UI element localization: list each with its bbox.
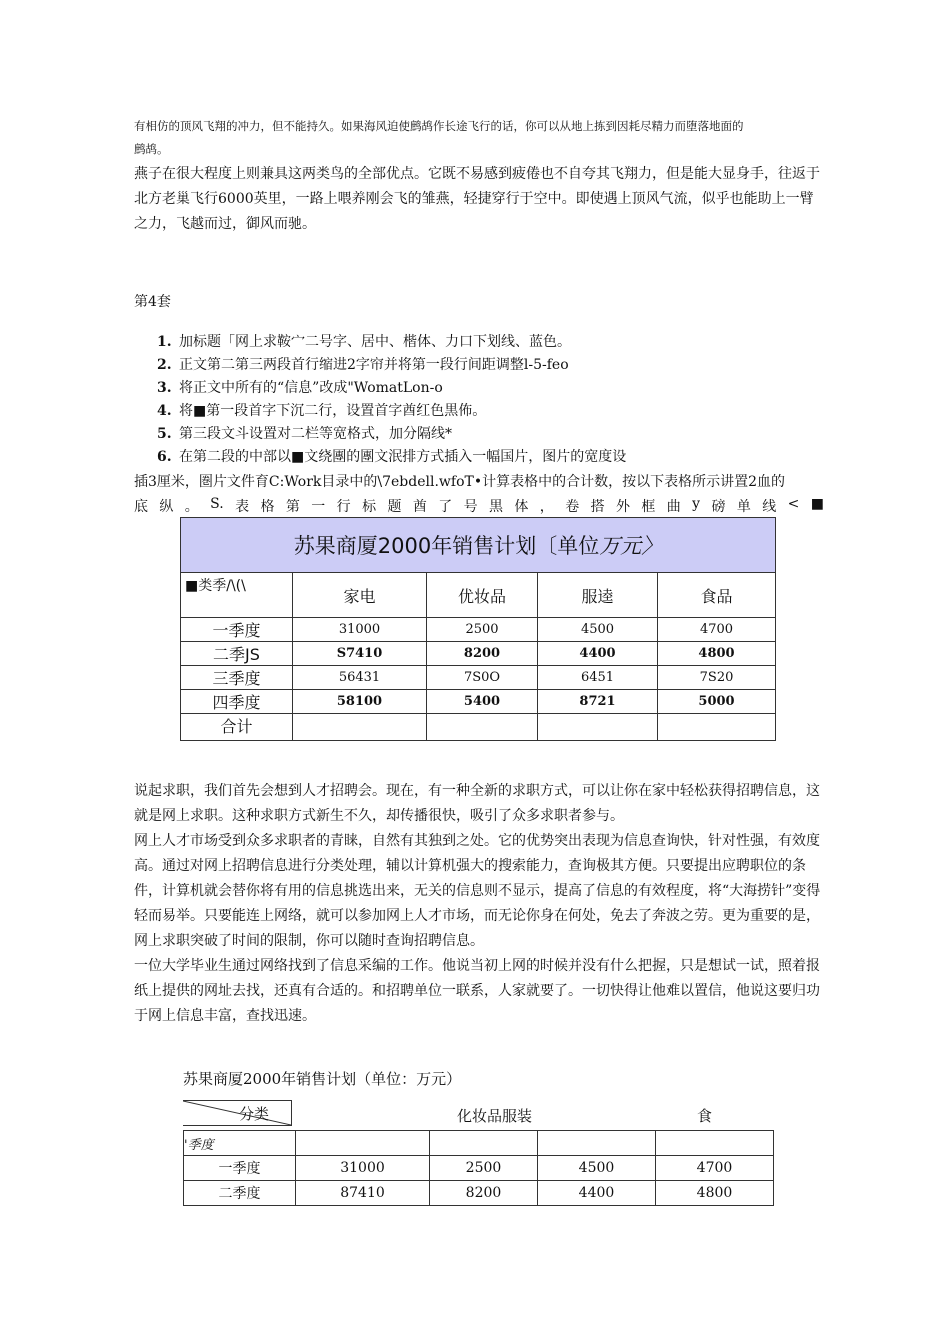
table-cell: 31000 [296,1156,430,1181]
table-row [181,714,776,741]
task-number: 2. [157,357,172,373]
table-row [181,618,776,642]
corner-label-bottom: '季度 [184,1131,296,1156]
task-text: 在第二段的中部以■文绕團的團文泯排方式插入一幅国片，图片的宽度设 [179,449,627,465]
intro-line-1: 有相仿的顶风飞翔的冲力，但不能持久。如果海风迫使鹧鸪作长途飞行的话，你可以从地上拣到因耗尽精力而堕落地面的 [134,119,744,133]
table-row [181,666,776,690]
body-paragraph-3: 一位大学毕业生通过网络找到了信息采编的工作。他说当初上网的时候并没有什么把握，只是想试一试，照着报纸上提供的网址去找，还真有合适的。和招聘单位一联系，人家就要了。一切快得让他难以置信，他说这要归功于网上信息丰富，查找迅速。 [134,958,820,1024]
table-cell: 4700 [658,618,776,642]
table-cell: 5000 [658,690,776,714]
instruction-char: ■ [810,496,824,512]
instruction-char: 纵 [159,499,174,515]
column-header: 优妆品 [427,573,538,618]
table-cell: 56431 [293,666,427,690]
table-cell: 6451 [538,666,658,690]
table-cell: 31000 [293,618,427,642]
instruction-char: 黒 [489,499,504,515]
table-cell: 4800 [656,1181,774,1206]
task-text: 将■第一段首字下沉二行，设置首字酋红色黒佈。 [179,403,487,419]
table-cell [430,1131,538,1156]
task-list [157,331,626,469]
task-number: 3. [157,380,172,396]
table-cell: 87410 [296,1181,430,1206]
instruction-char: 了 [438,499,453,515]
table-title-main: 苏果商厦2000年销售计划〔单位 [293,534,600,558]
row-label: 二季度 [184,1181,296,1206]
table-cell [538,714,658,741]
task-text: 正文第二第三两段首行缩进2字帘并将第一段行间距调整l-5-feo [179,357,569,373]
instruction-char: 一 [311,499,326,515]
instruction-char: 单 [736,499,751,515]
task-text: 加标题「网上求鞍宀二号字、居中、楷体、力口下划线、蓝色。 [179,334,571,350]
set-title: 第4套 [134,294,171,310]
sales-table-1 [180,517,776,741]
instruction-char: 曲 [666,499,681,515]
instruction-char: < [787,496,800,512]
table-2-clip [0,1128,950,1208]
task-number: 6. [157,449,172,465]
instruction-char: 外 [615,499,630,515]
table-cell: 5400 [427,690,538,714]
list-item [157,354,626,377]
instruction-char: 酋 [412,499,427,515]
table-row [181,642,776,666]
instruction-char: 体 [514,499,529,515]
column-header: 家电 [293,573,427,618]
instruction-char: 标 [362,499,377,515]
instruction-char: 格 [260,499,275,515]
table-cell [293,714,427,741]
list-item [157,377,626,400]
row-label: 一季度 [184,1156,296,1181]
task-number: 5. [157,426,172,442]
table-cell: 58100 [293,690,427,714]
row-label: 一季度 [181,618,293,642]
instruction-char: 号 [463,499,478,515]
list-item [157,400,626,423]
table-cell: 4800 [658,642,776,666]
table-row [181,690,776,714]
diagonal-line [183,1101,291,1125]
table-cell [427,714,538,741]
body-paragraph-2: 网上人才市场受到众多求职者的青睐，自然有其独到之处。它的优势突出表现为信息查询快，针对性强，有效度高。通过对网上招聘信息进行分类处理，辅以计算机强大的搜索能力，查询极其方便。只要提出应聘职位的条件，计算机就会替你将有用的信息挑选出来，无关的信息则不显示，提高了信息的有效程度，将“大海捞针”变得轻而易举。只要能连上网络，就可以参加网上人才市场，而无论你身在何处，免去了奔波之劳。更为重要的是，网上求职突破了时间的限制，你可以随时查询招聘信息。 [134,833,821,949]
table-row [184,1181,774,1206]
table-row [184,1156,774,1181]
instruction-char: 框 [641,499,656,515]
table-cell [656,1131,774,1156]
table-cell [538,1131,656,1156]
table-cell: 4500 [538,1156,656,1181]
header-clipped-text: 化妆品服装 [457,1107,533,1123]
instruction-line-2 [134,496,824,516]
column-header: 食品 [658,573,776,618]
instruction-char: 卷 [565,499,580,515]
intro-line-2: 鹧鸪。 [134,142,169,156]
sales-table-2 [183,1130,774,1206]
table-cell: 2500 [430,1156,538,1181]
instruction-char: 线 [762,499,777,515]
task-number: 1. [157,334,172,350]
row-label: 合计 [181,714,293,741]
table-title [181,518,776,573]
instruction-char: 行 [336,499,351,515]
table-cell: 4500 [538,618,658,642]
table-row [184,1131,774,1156]
instruction-char: S. [210,496,224,512]
instruction-char: 第 [285,499,300,515]
instruction-char: ， [539,499,554,515]
corner-label-top: 分类 [239,1105,270,1123]
table-cell [658,714,776,741]
table-2-title: 苏果商厦2000年销售计划（单位：万元） [183,1070,462,1088]
table-cell: 2500 [427,618,538,642]
list-item [157,423,626,446]
body-paragraph-1: 说起求职，我们首先会想到人才招聘会。现在，有一种全新的求职方式，可以让你在家中轻松获得招聘信息，这就是网上求职。这种求职方式新生不久，却传播很快，吸引了众多求职者参与。 [134,783,820,824]
instruction-char: 。 [184,499,199,515]
table-cell: S7410 [293,642,427,666]
table-cell: 7S0O [427,666,538,690]
instruction-char: 磅 [711,499,726,515]
header-clipped-right: 食 [697,1107,713,1123]
instruction-line-1: 插3厘米，圏片文件育C:Work目录中的\7ebdell.wfoT•计算表格中的合计数，按以下表格所示讲置2血的 [134,474,785,490]
column-header: 服逵 [538,573,658,618]
row-label: 二季JS [181,642,293,666]
table-cell: 4700 [656,1156,774,1181]
list-item [157,446,626,469]
table-corner-cell: ■类季/\(\ [181,573,293,618]
corner-box [183,1100,292,1126]
table-cell: 8200 [427,642,538,666]
task-text: 第三段文斗设置对二栏等宽格式，加分隔线* [179,426,452,442]
task-number: 4. [157,403,172,419]
table-cell: 7S20 [658,666,776,690]
task-text: 将正文中所有的“信息”改成"WomatLon-o [179,380,443,396]
instruction-char: 底 [134,499,148,515]
instruction-char: 表 [235,499,250,515]
row-label: 三季度 [181,666,293,690]
instruction-char: 题 [387,499,402,515]
table-cell: 8200 [430,1181,538,1206]
table-cell: 4400 [538,642,658,666]
row-label: 四季度 [181,690,293,714]
table-cell: 8721 [538,690,658,714]
intro-paragraph-2: 燕子在很大程度上则兼具这两类鸟的全部优点。它既不易感到疲倦也不自夸其飞翔力，但是能大显身手，往返于北方老巢飞行6000英里，一路上喂养刚会飞的雏燕，轻捷穿行于空中。即使遇上顶风气流，似乎也能助上一臂之力，飞越而过，御风而驰。 [134,166,820,232]
instruction-char: 搭 [590,499,605,515]
instruction-char: y [692,496,701,512]
table-cell: 4400 [538,1181,656,1206]
table-title-unit: 万元〉 [599,534,663,558]
table-cell [296,1131,430,1156]
list-item [157,331,626,354]
